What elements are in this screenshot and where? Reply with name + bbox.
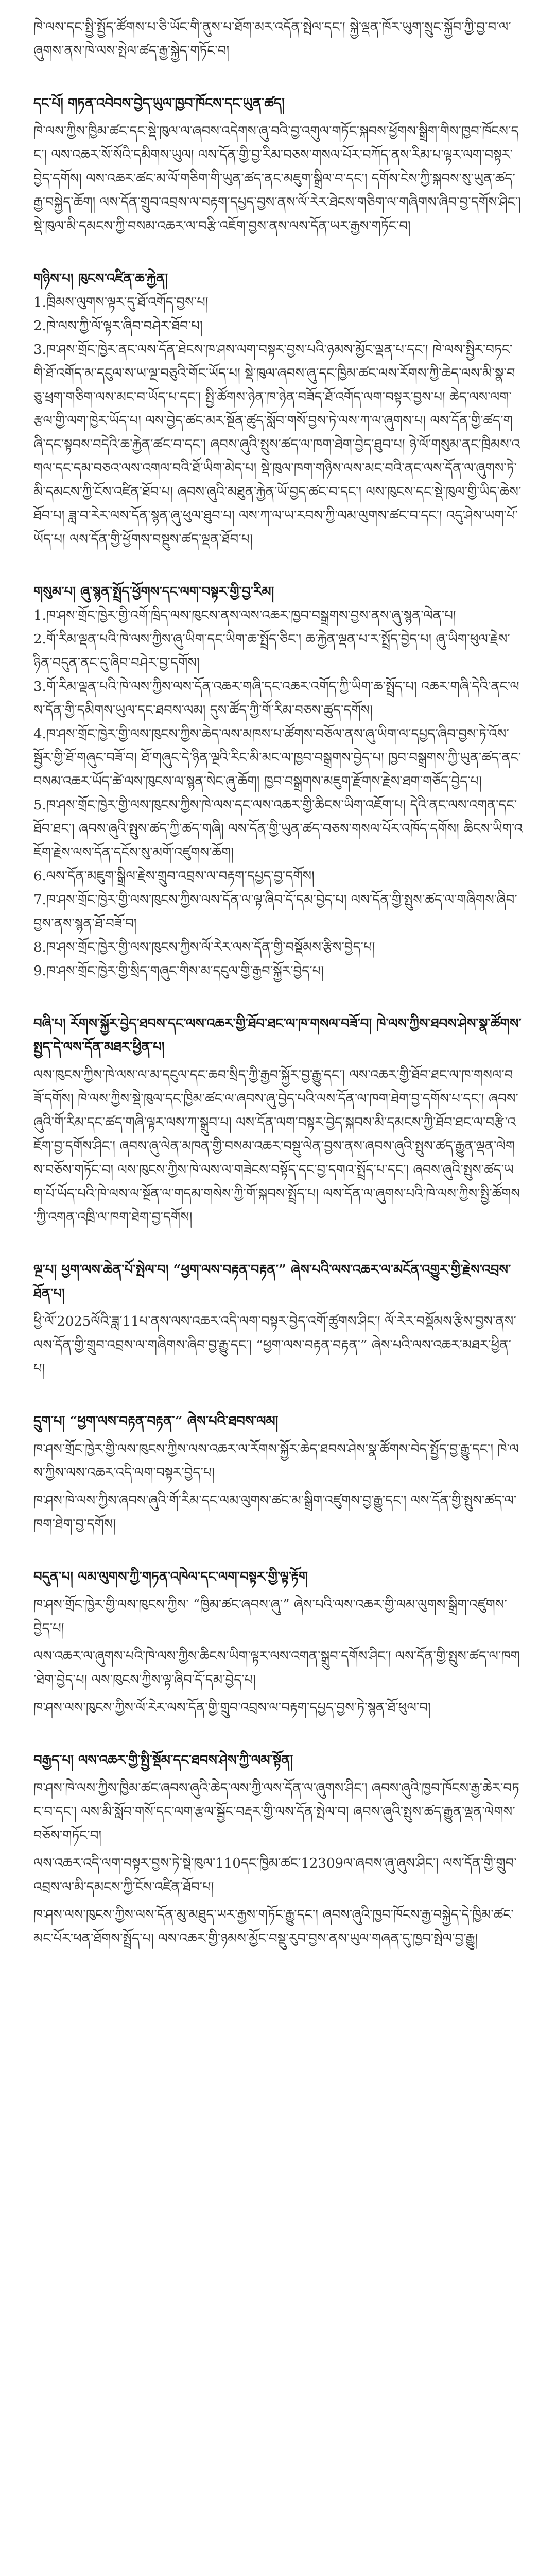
section-heading: ལྔ་པ། ཕྱག་ལས་ཆེན་པོ་སྤེལ་བ། “ཕྱག་ལས་བརྟན་བརྟན་” ཞེས་པའི་ལས་འཆར་ལ་མངོན་འགྱུར་གྱི་རྗེས་འབྲས་ཐོན་པ། <box>33 1262 511 1301</box>
section-paragraph: ཁེ་ལས་ཀྱིས་ཁྱིམ་ཚང་དང་སྡེ་ཁུལ་ལ་ཞབས་འདེགས་ཞུ་བའི་བྱ་འགུལ་གཏོང་སྐབས་ཕྱོགས་སྒྲིག་གིས་ཁྱབ་ཁོངས་དང་། ལས་འཆར་སོ་སོའི་དམིགས་ཡུལ། ལས་དོན་གྱི་བྱ་རིམ་བཅས་གསལ་པོར་བཀོད་ནས་རིམ་པ་ལྟར་ལག་བསྟར་བྱེད་དགོས། ལས་འཆར་ཚང་མ་ལོ་གཅིག་གི་ཡུན་ཚད་ནང་མཇུག་སྒྲིལ་བ་དང་། དགོས་ངེས་ཀྱི་སྐབས་སུ་ཡུན་ཚད་རྒྱ་བསྐྱེད་ཆོག། ལས་དོན་གྲུབ་འབྲས་ལ་བརྟག་དཔྱད་བྱས་ནས་ལོ་རེར་ཐེངས་གཅིག་ལ་གཞིགས་ཞིབ་བྱ་དགོས་ཤིང་། སྡེ་ཁུལ་མི་དམངས་ཀྱི་བསམ་འཆར་ལ་བརྩི་འཇོག་བྱས་ནས་ལས་དོན་ཡར་རྒྱས་གཏོང་བ། <box>33 124 521 234</box>
section-paragraph: ཁ་ཤས་ལས་ཁུངས་ཀྱིས་ལོ་རེར་ལས་དོན་གྱི་གྲུབ་འབྲས་ལ་བརྟག་དཔྱད་བྱས་ཏེ་སྙན་ཐོ་ཕུལ་བ། <box>33 1700 431 1716</box>
section-paragraph: ལས་འཆར་ལ་ཞུགས་པའི་ཁེ་ལས་ཀྱིས་ཆིངས་ཡིག་ལྟར་ལས་འགན་སྒྲུབ་དགོས་ཤིང་། ལས་དོན་གྱི་སྤུས་ཚད་ལ་ཁག་ཐེག་བྱེད་པ། ལས་ཁུངས་ཀྱིས་ལྟ་ཞིབ་དོ་དམ་བྱེད་པ། <box>33 1649 520 1688</box>
section-heading: བརྒྱད་པ། ལས་འཆར་གྱི་སྤྱི་སྡོམ་དང་ཐབས་ཤེས་ཀྱི་ལམ་སྟོན། <box>33 1753 293 1768</box>
section-paragraph: ལས་འཆར་འདི་ལག་བསྟར་བྱས་ཏེ་སྡེ་ཁུལ་110དང་ཁྱིམ་ཚང་12309ལ་ཞབས་ཞུ་ཞུས་ཤིང་། ལས་དོན་གྱི་གྲུབ་འབྲས་ལ་མི་དམངས་ཀྱི་ངོས་འཛིན་ཐོབ་པ། <box>33 1856 517 1895</box>
section-paragraph: ལས་ཁུངས་ཀྱིས་ཁེ་ལས་ལ་མ་དངུལ་དང་ཆབ་སྲིད་ཀྱི་རྒྱབ་སྐྱོར་བྱ་རྒྱུ་དང་། ལས་འཆར་གྱི་ཐོབ་ཐང་ལ་ཁ་གསལ་བཟོ་དགོས། ཁེ་ལས་ཀྱིས་སྡེ་ཁུལ་དང་ཁྱིམ་ཚང་ལ་ཞབས་ཞུ་བྱེད་པའི་ལས་དོན་ལ་ཁག་ཐེག་བྱ་དགོས་པ་དང་། ཞབས་ཞུའི་གོ་རིམ་དང་ཚད་གཞི་ལྟར་ལས་ཀ་སྒྲུབ་པ། ལས་དོན་ལག་བསྟར་བྱེད་སྐབས་མི་དམངས་ཀྱི་ཐོབ་ཐང་ལ་བརྩི་འཇོག་བྱ་དགོས་ཤིང་། ཞབས་ཞུ་ལེན་མཁན་གྱི་བསམ་འཆར་བསྡུ་ལེན་བྱས་ནས་ཞབས་ཞུའི་སྤུས་ཚད་རྒྱུན་ལྡན་ལེགས་བཅོས་གཏོང་བ། ལས་ཁུངས་ཀྱིས་ཁེ་ལས་ལ་གཟེངས་བསྟོད་དང་བྱ་དགའ་སྤྲོད་པ་དང་། ཞབས་ཞུའི་སྤུས་ཚད་ཡག་པོ་ཡོད་པའི་ཁེ་ལས་ལ་སྔོན་ལ་གདམ་གསེས་ཀྱི་གོ་སྐབས་སྤྲོད་པ། ལས་དོན་ལ་ཞུགས་པའི་ཁེ་ལས་ཀྱིས་སྤྱི་ཚོགས་ཀྱི་འགན་འཁྲི་ལ་ཁག་ཐེག་བྱ་དགོས། <box>33 1067 520 1225</box>
section-paragraph: ཁ་ཤས་གྲོང་ཁྱེར་གྱི་ལས་ཁུངས་ཀྱིས་ལས་འཆར་ལ་རོགས་སྐྱོར་ཆེད་ཐབས་ཤེས་སྣ་ཚོགས་བེད་སྤྱོད་བྱ་རྒྱུ་དང་། ཁེ་ལས་ཀྱིས་ལས་འཆར་འདི་ལག་བསྟར་བྱེད་པ། <box>33 1442 519 1481</box>
list-item: 2.ཁེ་ལས་ཀྱི་ལོ་ལྟར་ཞིབ་བཤེར་ཐོབ་པ། <box>33 318 203 334</box>
section-summary <box>33 1749 523 1951</box>
section-heading: དྲུག་པ། “ཕྱག་ལས་བརྟན་བརྟན་” ཞེས་པའི་ཐབས་ལམ། <box>33 1414 279 1429</box>
list-item: 1.ཁ་ཤས་གྲོང་ཁྱེར་གྱི་འགོ་ཁྲིད་ལས་ཁུངས་ནས་ལས་འཆར་ཁྱབ་བསྒྲགས་བྱས་ནས་ཞུ་སྙན་ལེན་པ། <box>33 608 456 623</box>
intro-paragraph: ཁེ་ལས་དང་སྤྱི་སྤྱོད་ཚོགས་པ་ཅི་ཡོང་གི་ནུས་པ་ཐོག་མར་འདོན་སྤེལ་དང་། སྐྱེ་ལྡན་ཁོར་ཡུག་སྲུང་སྐྱོབ་ཀྱི་བྱ་བ་ལ་ཞུགས་ནས་ཁེ་ལས་སྤེལ་ཚད་རྒྱ་སྐྱེད་གཏོང་བ། <box>33 20 511 59</box>
section-regulation <box>33 1565 523 1720</box>
list-item: 2.གོ་རིམ་ལྡན་པའི་ཁེ་ལས་ཀྱིས་ཞུ་ཡིག་དང་ཡིག་ཆ་སྤྲོད་ཅིང་། ཆ་རྐྱེན་ལྡན་པ་ར་སྤྲོད་བྱེད་པ། ཞུ་ཡིག་ཕུལ་རྗེས་ཉིན་བདུན་ནང་དུ་ཞིབ་བཤེར་བྱ་དགོས། <box>33 632 510 671</box>
section-heading: བཞི་པ། རོགས་སྐྱོར་བྱེད་ཐབས་དང་ལས་འཆར་གྱི་ཐོབ་ཐང་ལ་ཁ་གསལ་བཟོ་བ། ཁེ་ལས་ཀྱིས་ཐབས་ཤེས་སྣ་ཚོགས་སྤྱད་དེ་ལས་དོན་མཐར་ཕྱིན་པ། <box>33 1016 522 1055</box>
list-item: 1.ཁྲིམས་ལུགས་ལྟར་དུ་ཐོ་འགོད་བྱས་པ། <box>33 295 208 310</box>
section-support <box>33 1012 523 1229</box>
section-qualifications <box>33 267 523 551</box>
list-item: 8.ཁ་ཤས་གྲོང་ཁྱེར་གྱི་ལས་ཁུངས་ཀྱིས་ལོ་རེར་ལས་དོན་གྱི་བསྡོམས་རྩིས་བྱེད་པ། <box>33 940 375 955</box>
list-item: 6.ལས་དོན་མཇུག་སྒྲིལ་རྗེས་གྲུབ་འབྲས་ལ་བརྟག་དཔྱད་བྱ་དགོས། <box>33 869 315 884</box>
list-item: 7.ཁ་ཤས་གྲོང་ཁྱེར་གྱི་ལས་ཁུངས་ཀྱིས་ལས་དོན་ལ་ལྟ་ཞིབ་དོ་དམ་བྱེད་པ། ལས་དོན་གྱི་སྤུས་ཚད་ལ་གཞིགས་ཞིབ་བྱས་ནས་སྙན་ཐོ་བཟོ་བ། <box>33 892 517 931</box>
section-heading: གསུམ་པ། ཞུ་སྙན་སྤྲོད་ཕྱོགས་དང་ལག་བསྟར་གྱི་བྱ་རིམ། <box>33 584 274 600</box>
list-item: 5.ཁ་ཤས་གྲོང་ཁྱེར་གྱི་ལས་ཁུངས་ཀྱིས་ཁེ་ལས་དང་ལས་འཆར་གྱི་ཆིངས་ཡིག་འཇོག་པ། དེའི་ནང་ལས་འགན་དང་ཐོབ་ཐང་། ཞབས་ཞུའི་སྤུས་ཚད་ཀྱི་ཚད་གཞི། ལས་དོན་གྱི་ཡུན་ཚད་བཅས་གསལ་པོར་འཁོད་དགོས། ཆིངས་ཡིག་འཇོག་རྗེས་ལས་དོན་དངོས་སུ་མགོ་འཛུགས་ཆོག། <box>33 798 523 860</box>
section-heading: གཉིས་པ། ཁུངས་འཛིན་ཆ་རྐྱེན། <box>33 271 168 286</box>
section-paragraph: ཁ་ཤས་ལས་ཁུངས་ཀྱིས་ལས་དོན་མུ་མཐུད་ཡར་རྒྱས་གཏོང་རྒྱུ་དང་། ཞབས་ཞུའི་ཁྱབ་ཁོངས་རྒྱ་བསྐྱེད་དེ་ཁྱིམ་ཚང་མང་པོར་ཕན་ཐོགས་སྤྲོད་པ། ལས་འཆར་གྱི་ཉམས་མྱོང་བསྡུ་རུབ་བྱས་ནས་ཡུལ་གཞན་དུ་ཁྱབ་སྤེལ་བྱ་རྒྱུ། <box>33 1907 514 1946</box>
section-paragraph: ཁ་ཤས་གྲོང་ཁྱེར་གྱི་ལས་ཁུངས་ཀྱིས་ “ཁྱིམ་ཚང་ཞབས་ཞུ་” ཞེས་པའི་ལས་འཆར་གྱི་ལམ་ལུགས་སྒྲིག་འཛུགས་བྱེད་པ། <box>33 1597 507 1636</box>
list-item: 3.གོ་རིམ་ལྡན་པའི་ཁེ་ལས་ཀྱིས་ལས་དོན་འཆར་གཞི་དང་འཆར་འགོད་ཀྱི་ཡིག་ཆ་སྤྲོད་པ། འཆར་གཞི་དེའི་ནང་ལས་དོན་གྱི་དམིགས་ཡུལ་དང་ཐབས་ལམ། དུས་ཚོད་ཀྱི་གོ་རིམ་བཅས་ཚུད་དགོས། <box>33 679 519 718</box>
section-paragraph: ཁ་ཤས་ཁེ་ལས་ཀྱིས་ཞབས་ཞུའི་གོ་རིམ་དང་ལམ་ལུགས་ཚང་མ་སྒྲིག་འཛུགས་བྱ་རྒྱུ་དང་། ལས་དོན་གྱི་སྤུས་ཚད་ལ་ཁག་ཐེག་བྱ་དགོས། <box>33 1493 517 1532</box>
section-procedure <box>33 580 523 983</box>
section-methods <box>33 1410 523 1536</box>
section-paragraph: ཕྱི་ལོ་2025ལོའི་ཟླ་11པ་ནས་ལས་འཆར་འདི་ལག་བསྟར་བྱེད་འགོ་ཚུགས་ཤིང་། ལོ་རེར་བསྡོམས་རྩིས་བྱས་ནས་ལས་དོན་གྱི་གྲུབ་འབྲས་ལ་གཞིགས་ཞིབ་བྱ་རྒྱུ་དང་། “ཕྱག་ལས་བརྟན་བརྟན་” ཞེས་པའི་ལས་འཆར་མཐར་ཕྱིན་པ། <box>33 1314 516 1377</box>
section-paragraph: ཁ་ཤས་ཁེ་ལས་ཀྱིས་ཁྱིམ་ཚང་ཞབས་ཞུའི་ཆེད་ལས་ཀྱི་ལས་དོན་ལ་ཞུགས་ཤིང་། ཞབས་ཞུའི་ཁྱབ་ཁོངས་རྒྱ་ཆེར་བཏང་བ་དང་། ལས་མི་སློབ་གསོ་དང་ལག་རྩལ་སྦྱོང་བརྡར་གྱི་ལས་དོན་སྤེལ་བ། ཞབས་ཞུའི་སྤུས་ཚད་རྒྱུན་ལྡན་ལེགས་བཅོས་གཏོང་བ། <box>33 1781 519 1843</box>
section-heading: བདུན་པ། ལམ་ལུགས་ཀྱི་གཏན་འཁེལ་དང་ལག་བསྟར་གྱི་ལྟ་རྟོག <box>33 1569 308 1585</box>
list-item: 4.ཁ་ཤས་གྲོང་ཁྱེར་གྱི་ལས་ཁུངས་ཀྱིས་ཆེད་ལས་མཁས་པ་ཚོགས་བཅོལ་ནས་ཞུ་ཡིག་ལ་དཔྱད་ཞིབ་བྱས་ཏེ་འོས་སྦྱོར་གྱི་ཐོ་གཞུང་བཟོ་བ། ཐོ་གཞུང་དེ་ཉིན་ལྔའི་རིང་མི་མང་ལ་ཁྱབ་བསྒྲགས་བྱེད་པ། ཁྱབ་བསྒྲགས་ཀྱི་ཡུན་ཚད་ནང་བསམ་འཆར་ཡོད་ཚེ་ལས་ཁུངས་ལ་སྙན་སེང་ཞུ་ཆོག། ཁྱབ་བསྒྲགས་མཇུག་རྫོགས་རྗེས་ཐག་གཅོད་བྱེད་པ། <box>33 726 522 789</box>
list-item: 3.ཁ་ཤས་གྲོང་ཁྱེར་ནང་ལས་དོན་ཐེངས་ཁ་ཤས་ལག་བསྟར་བྱས་པའི་ཉམས་མྱོང་ལྡན་པ་དང་། ཁེ་ལས་སྤྱིར་བཏང་གི་ཐོ་འགོད་མ་དངུལ་ས་ཡ་ལྔ་བཅུའི་གོང་ཡོད་པ། སྡེ་ཁུལ་ཞབས་ཞུ་དང་ཁྱིམ་ཚང་ལས་རོགས་ཀྱི་ཆེད་ལས་མི་སྣ་བཅུ་ཕྲག་གཅིག་ལས་མང་བ་ཡོད་པ་དང་། སྤྱི་ཚོགས་ཉེན་ཁ་ཉེན་བཟོད་ཐོ་འགོད་ལག་བསྟར་བྱས་པ། ཆེད་ལས་ལག་རྩལ་གྱི་ལག་ཁྱེར་ཡོད་པ། ལས་བྱེད་ཚང་མར་སྔོན་ཚུད་སློབ་གསོ་བྱས་ཏེ་ལས་ཀ་ལ་ཞུགས་པ། ལས་དོན་གྱི་ཚད་གཞི་དང་སྟབས་བདེའི་ཆ་རྐྱེན་ཚང་བ་དང་། ཞབས་ཞུའི་སྤུས་ཚད་ལ་ཁག་ཐེག་བྱེད་ཐུབ་པ། ཉེ་ལོ་གསུམ་ནང་ཁྲིམས་འགལ་དང་དམ་བཅའ་ལས་འགལ་བའི་ཐོ་ཡིག་མེད་པ། སྡེ་ཁུལ་ཁག་གཉིས་ལས་མང་བའི་ནང་ལས་དོན་ལ་ཞུགས་ཏེ་མི་དམངས་ཀྱི་ངོས་འཛིན་ཐོབ་པ། ཞབས་ཞུའི་མཐུན་རྐྱེན་ཡོ་བྱད་ཚང་བ་དང་། ལས་ཁུངས་དང་སྡེ་ཁུལ་གྱི་ཡིད་ཆེས་ཐོབ་པ། ཟླ་བ་རེར་ལས་དོན་སྙན་ཞུ་ཕུལ་ཐུབ་པ། ལས་ཀ་ལ་ཡ་རབས་ཀྱི་ལམ་ལུགས་ཚང་བ་དང་། འདུ་ཤེས་ཡག་པོ་ཡོད་པ། ལས་དོན་གྱི་ཕྱོགས་བསྡུས་ཚད་ལྡན་ཐོབ་པ། <box>33 342 522 547</box>
section-scope <box>33 92 523 238</box>
section-heading: དང་པོ། གཏན་འབེབས་བྱེད་ཡུལ་ཁྱབ་ཁོངས་དང་ཡུན་ཚད། <box>33 96 285 111</box>
list-item: 9.ཁ་ཤས་གྲོང་ཁྱེར་གྱི་སྲིད་གཞུང་གིས་མ་དངུལ་གྱི་རྒྱབ་སྐྱོར་བྱེད་པ། <box>33 963 324 979</box>
section-launch <box>33 1258 523 1381</box>
